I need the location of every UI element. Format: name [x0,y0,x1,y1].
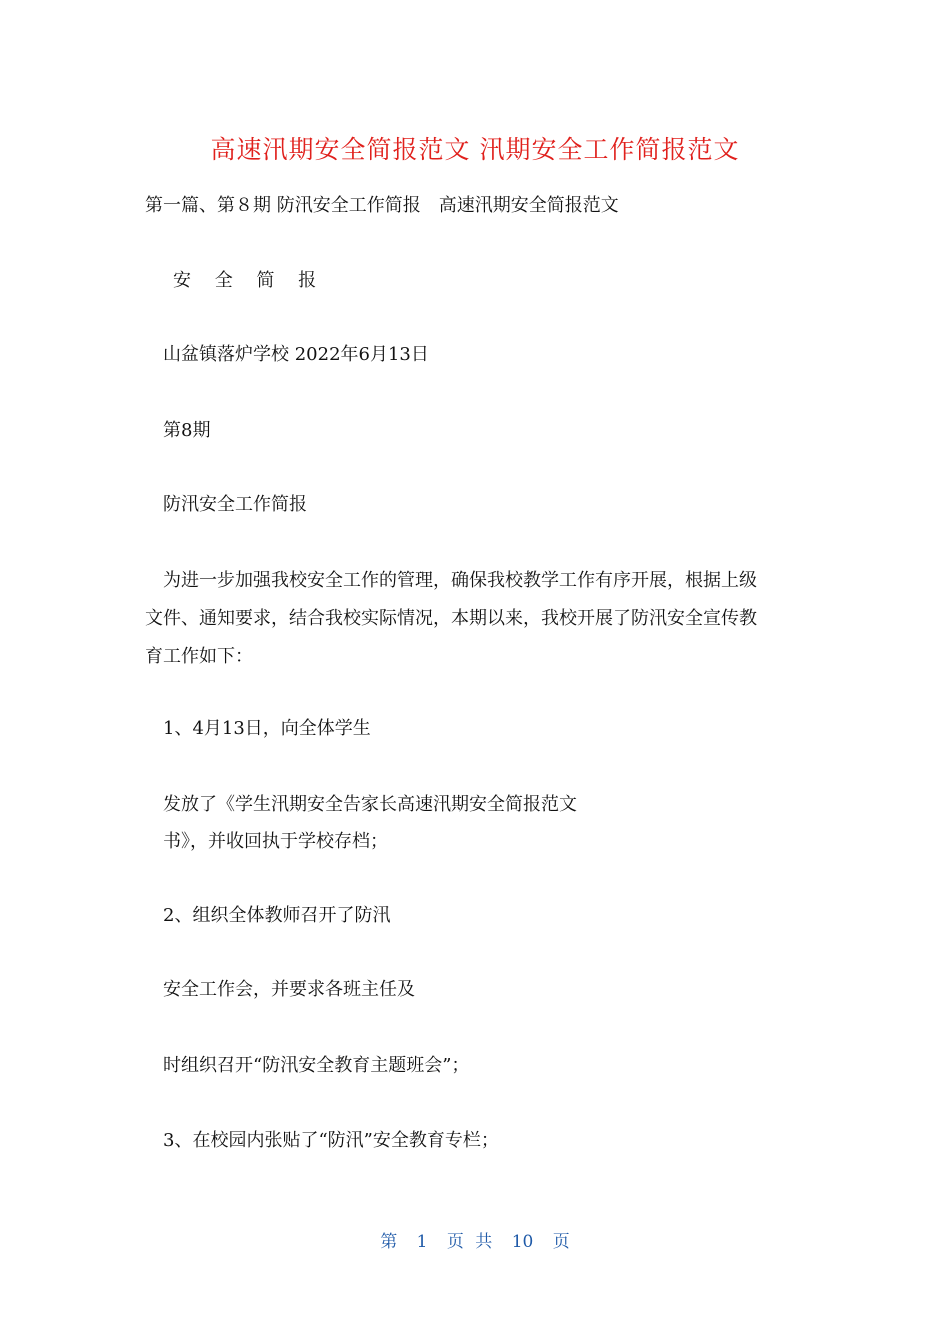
list-item-1-line: 1、4月13日，向全体学生 [163,718,371,739]
list-item-2-line: 时组织召开“防汛安全教育主题班会”； [163,1055,470,1076]
footer-total-pages: 10 [511,1232,534,1252]
intro-line: 为进一步加强我校安全工作的管理，确保我校教学工作有序开展，根据上级 [163,570,757,591]
document-title: 高速汛期安全简报范文 汛期安全工作简报范文 [210,135,740,164]
intro-line: 文件、通知要求，结合我校实际情况，本期以来，我校开展了防汛安全宣传教 [145,608,757,629]
footer-suffix: 页 [552,1232,570,1252]
section-heading: 第一篇、第８期 防汛安全工作简报 高速汛期安全简报范文 [145,195,619,216]
issue-number: 第8期 [163,420,211,441]
school-date-line: 山盆镇落炉学校 2022年6月13日 [163,344,429,365]
list-item-3-line: 3、在校园内张贴了“防汛”安全教育专栏； [163,1130,499,1151]
footer-middle: 页 共 [446,1232,493,1252]
page-footer [0,1227,950,1252]
footer-page-number: 1 [416,1232,428,1252]
footer-prefix: 第 [380,1232,398,1252]
report-name: 防汛安全工作简报 [163,494,307,515]
list-item-1-line: 书》，并收回执于学校存档； [163,831,388,852]
list-item-1-line: 发放了《学生汛期安全告家长高速汛期安全简报范文 [163,794,577,815]
report-label: 安 全 简 报 [173,270,326,291]
intro-line: 育工作如下： [145,646,253,667]
intro-paragraph [145,562,805,676]
list-item-2-line: 安全工作会，并要求各班主任及 [163,979,415,1000]
list-item-2-line: 2、组织全体教师召开了防汛 [163,905,391,926]
